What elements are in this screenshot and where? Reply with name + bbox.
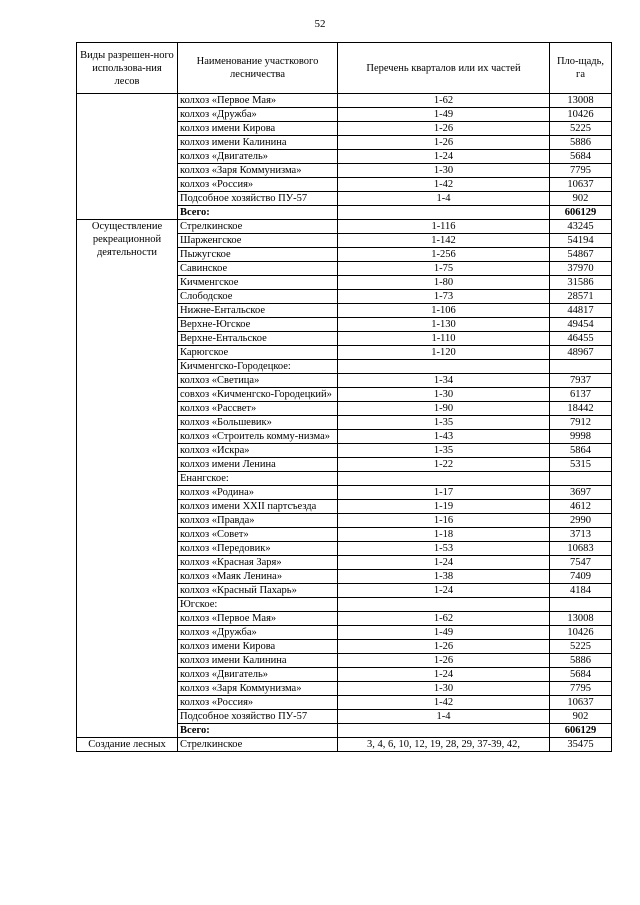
quarters-value: 1-38 [338,570,550,584]
area-value: 7795 [550,164,612,178]
quarters-value: 1-49 [338,108,550,122]
area-value: 4612 [550,500,612,514]
quarters-value: 1-26 [338,640,550,654]
district-name: Подсобное хозяйство ПУ-57 [178,710,338,724]
quarters-value: 1-43 [338,430,550,444]
area-value: 18442 [550,402,612,416]
district-name: колхоз имени XXII партсъезда [178,500,338,514]
district-name: Стрелкинское [178,738,338,752]
quarters-value: 1-26 [338,136,550,150]
district-name: колхоз «Заря Коммунизма» [178,164,338,178]
area-value: 902 [550,710,612,724]
quarters-value [338,472,550,486]
page-number: 52 [314,18,326,30]
total-label: Всего: [178,206,338,220]
district-name: Нижне-Ентальское [178,304,338,318]
header-quarters: Перечень кварталов или их частей [338,43,550,94]
area-value: 5684 [550,150,612,164]
quarters-value: 1-26 [338,654,550,668]
total-quarters [338,206,550,220]
district-name: колхоз «Двигатель» [178,668,338,682]
forest-use-table [76,42,612,752]
area-value: 46455 [550,332,612,346]
district-name: Енангское: [178,472,338,486]
district-name: Карюгское [178,346,338,360]
quarters-value: 1-4 [338,710,550,724]
district-name: Верхне-Югское [178,318,338,332]
quarters-value: 1-24 [338,668,550,682]
quarters-value: 1-62 [338,94,550,108]
district-name: колхоз «Передовик» [178,542,338,556]
area-value [550,598,612,612]
use-type-cell [77,94,178,220]
area-value: 902 [550,192,612,206]
quarters-value: 1-4 [338,192,550,206]
quarters-value [338,598,550,612]
total-area: 606129 [550,724,612,738]
quarters-value: 1-116 [338,220,550,234]
quarters-value: 1-90 [338,402,550,416]
table-row [77,738,612,752]
area-value: 10637 [550,696,612,710]
quarters-value: 1-24 [338,150,550,164]
quarters-value: 1-30 [338,388,550,402]
quarters-value: 1-130 [338,318,550,332]
total-area: 606129 [550,206,612,220]
district-name: Шарженгское [178,234,338,248]
area-value: 3713 [550,528,612,542]
district-name: колхоз имени Кирова [178,122,338,136]
area-value: 13008 [550,612,612,626]
district-name: колхоз имени Ленина [178,458,338,472]
area-value: 7912 [550,416,612,430]
header-area: Пло-щадь, га [550,43,612,94]
district-name: колхоз «Красная Заря» [178,556,338,570]
area-value: 31586 [550,276,612,290]
district-name: колхоз имени Калинина [178,136,338,150]
district-name: колхоз «Дружба» [178,108,338,122]
district-name: колхоз «Россия» [178,178,338,192]
district-name: Верхне-Ентальское [178,332,338,346]
district-name: Слободское [178,290,338,304]
quarters-value: 1-30 [338,682,550,696]
district-name: колхоз имени Калинина [178,654,338,668]
area-value: 28571 [550,290,612,304]
district-name: колхоз «Большевик» [178,416,338,430]
area-value: 5886 [550,654,612,668]
area-value: 5864 [550,444,612,458]
quarters-value: 1-256 [338,248,550,262]
area-value: 44817 [550,304,612,318]
district-name: колхоз «Строитель комму-низма» [178,430,338,444]
area-value: 4184 [550,584,612,598]
district-name: Савинское [178,262,338,276]
district-name: колхоз «Первое Мая» [178,612,338,626]
quarters-value: 1-22 [338,458,550,472]
area-value: 7547 [550,556,612,570]
area-value: 13008 [550,94,612,108]
quarters-value: 1-110 [338,332,550,346]
area-value: 48967 [550,346,612,360]
quarters-value: 1-75 [338,262,550,276]
header-use-type: Виды разрешен-ного использова-ния лесов [77,43,178,94]
quarters-value: 1-30 [338,164,550,178]
area-value: 2990 [550,514,612,528]
area-value: 10637 [550,178,612,192]
district-name: колхоз «Рассвет» [178,402,338,416]
district-name: совхоз «Кичменгско-Городецкий» [178,388,338,402]
district-name: колхоз «Первое Мая» [178,94,338,108]
use-type-cell: Создание лесных [77,738,178,752]
header-district: Наименование участкового лесничества [178,43,338,94]
district-name: колхоз «Маяк Ленина» [178,570,338,584]
district-name: колхоз «Совет» [178,528,338,542]
use-type-cell: Осуществление рекреационной деятельности [77,220,178,738]
quarters-value: 1-26 [338,122,550,136]
district-name: Кичменгское [178,276,338,290]
table-row [77,94,612,108]
area-value: 5684 [550,668,612,682]
area-value: 10426 [550,626,612,640]
quarters-value: 1-53 [338,542,550,556]
district-name: колхоз «Заря Коммунизма» [178,682,338,696]
area-value: 10426 [550,108,612,122]
quarters-value: 1-34 [338,374,550,388]
quarters-value: 1-106 [338,304,550,318]
area-value: 37970 [550,262,612,276]
total-quarters [338,724,550,738]
quarters-value: 1-17 [338,486,550,500]
area-value: 7937 [550,374,612,388]
district-name: Югское: [178,598,338,612]
district-name: Стрелкинское [178,220,338,234]
area-value: 5225 [550,640,612,654]
district-name: колхоз «Красный Пахарь» [178,584,338,598]
district-name: Подсобное хозяйство ПУ-57 [178,192,338,206]
district-name: колхоз «Светица» [178,374,338,388]
district-name: колхоз «Правда» [178,514,338,528]
header-row [77,43,612,94]
quarters-value: 1-49 [338,626,550,640]
area-value: 43245 [550,220,612,234]
quarters-value: 3, 4, 6, 10, 12, 19, 28, 29, 37-39, 42, [338,738,550,752]
table-row [77,220,612,234]
total-label: Всего: [178,724,338,738]
area-value: 49454 [550,318,612,332]
quarters-value: 1-16 [338,514,550,528]
area-value: 10683 [550,542,612,556]
quarters-value: 1-80 [338,276,550,290]
quarters-value: 1-19 [338,500,550,514]
area-value: 35475 [550,738,612,752]
district-name: колхоз «Двигатель» [178,150,338,164]
area-value: 5225 [550,122,612,136]
quarters-value: 1-62 [338,612,550,626]
area-value: 5886 [550,136,612,150]
quarters-value: 1-42 [338,696,550,710]
district-name: колхоз «Россия» [178,696,338,710]
quarters-value [338,360,550,374]
area-value: 5315 [550,458,612,472]
quarters-value: 1-24 [338,556,550,570]
area-value [550,472,612,486]
area-value: 54867 [550,248,612,262]
area-value: 54194 [550,234,612,248]
quarters-value: 1-73 [338,290,550,304]
district-name: колхоз имени Кирова [178,640,338,654]
district-name: Пыжугское [178,248,338,262]
district-name: колхоз «Дружба» [178,626,338,640]
quarters-value: 1-142 [338,234,550,248]
district-name: Кичменгско-Городецкое: [178,360,338,374]
quarters-value: 1-18 [338,528,550,542]
quarters-value: 1-35 [338,416,550,430]
area-value: 7409 [550,570,612,584]
area-value: 6137 [550,388,612,402]
area-value: 3697 [550,486,612,500]
area-value: 7795 [550,682,612,696]
quarters-value: 1-35 [338,444,550,458]
area-value [550,360,612,374]
quarters-value: 1-120 [338,346,550,360]
district-name: колхоз «Искра» [178,444,338,458]
area-value: 9998 [550,430,612,444]
quarters-value: 1-24 [338,584,550,598]
district-name: колхоз «Родина» [178,486,338,500]
quarters-value: 1-42 [338,178,550,192]
